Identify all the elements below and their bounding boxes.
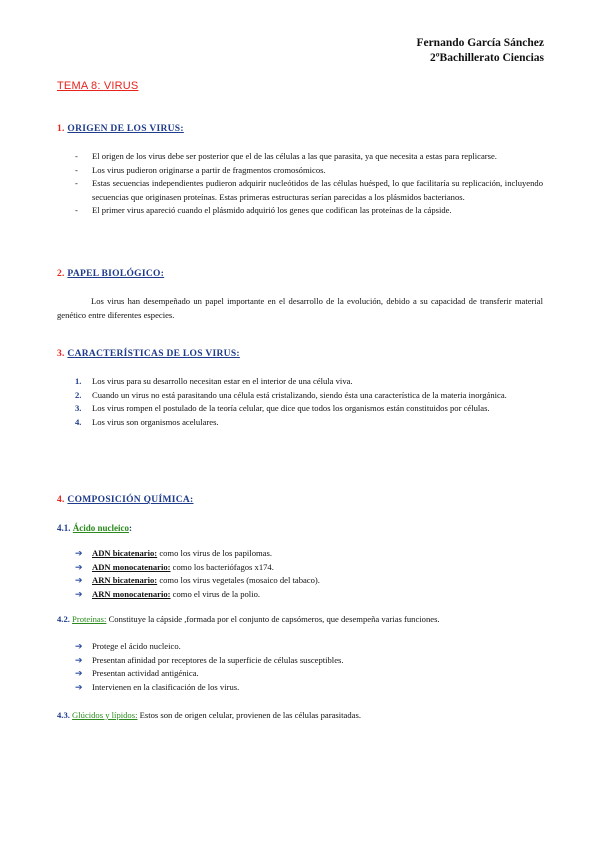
list-item: ➔ ADN monocatenario: como los bacteriófagos x174.	[75, 561, 543, 575]
list-item: ➔ ADN bicatenario: como los virus de los papilomas.	[75, 547, 543, 561]
list-item: 1. Los virus para su desarrollo necesitan estar en el interior de una célula viva.	[75, 376, 353, 386]
arrow-icon: ➔	[75, 681, 83, 692]
subsection-4-2-number: 4.2.	[57, 614, 70, 624]
section-1-list	[75, 150, 543, 218]
section-2-heading	[57, 269, 164, 279]
arrow-icon: ➔	[75, 641, 83, 651]
subsection-4-2-title: Proteínas:	[72, 614, 107, 624]
section-3-list	[75, 375, 543, 429]
section-1-title: ORIGEN DE LOS VIRUS:	[67, 124, 184, 134]
section-1-number: 1.	[57, 124, 65, 134]
subsection-4-3-number: 4.3.	[57, 710, 70, 720]
list-item: ➔ Presentan afinidad por receptores de la superficie de células susceptibles.	[75, 654, 543, 668]
section-3-heading	[57, 349, 240, 359]
subsection-4-3-text: Estos son de origen celular, provienen de las células parasitadas.	[137, 710, 361, 720]
subsection-4-1-list	[75, 547, 543, 601]
list-item: ➔ ARN monocatenario: como el virus de la polio.	[75, 588, 543, 602]
subsection-4-2-list	[75, 640, 543, 694]
author-name: Fernando García Sánchez	[416, 37, 544, 49]
document-title	[57, 80, 138, 92]
list-item: ➔ Presentan actividad antigénica.	[75, 667, 543, 681]
list-item: ➔ ARN bicatenario: como los virus vegetales (mosaico del tabaco).	[75, 574, 543, 588]
list-item: 4. Los virus son organismos acelulares.	[75, 416, 219, 427]
section-2-paragraph: Los virus han desempeñado un papel importante en el desarrollo de la evolución, debido a su capacidad de transferir material genético entre diferentes especies.	[57, 296, 543, 320]
section-4-heading	[57, 495, 194, 505]
arrow-icon: ➔	[75, 588, 83, 599]
subsection-4-3-title: Glúcidos y lípidos:	[72, 710, 138, 720]
section-1-heading	[57, 124, 184, 134]
list-item: - Los virus pudieron originarse a partir de fragmentos cromosómicos.	[75, 164, 326, 175]
arrow-icon: ➔	[75, 668, 83, 678]
list-item: ➔ Intervienen en la clasificación de los virus.	[75, 681, 543, 695]
arrow-icon: ➔	[75, 548, 83, 558]
list-item: ➔ Protege el ácido nucleico.	[75, 640, 543, 654]
section-4-number: 4.	[57, 495, 65, 505]
document-title-text: TEMA 8: VIRUS	[57, 80, 139, 92]
list-item: - El primer virus apareció cuando el plásmido adquirió los genes que codifican las proteínas de la cápside.	[75, 205, 452, 215]
section-2-title: PAPEL BIOLÓGICO:	[67, 269, 165, 279]
list-item: 2. Cuando un virus no está parasitando una célula está cristalizando, siendo ésta una característica de la materia inorgánica.	[75, 389, 507, 400]
list-item: 3. Los virus rompen el postulado de la teoría celular, que dice que todos los organismos están constituidos por células.	[75, 403, 490, 413]
section-2-number: 2.	[57, 269, 65, 279]
subsection-4-3-line	[57, 710, 361, 720]
section-3-title: CARACTERÍSTICAS DE LOS VIRUS:	[67, 349, 240, 359]
arrow-icon: ➔	[75, 575, 83, 585]
author-course: 2ºBachillerato Ciencias	[430, 52, 544, 64]
arrow-icon: ➔	[75, 561, 83, 572]
section-4-title: COMPOSICIÓN QUÍMICA:	[67, 495, 194, 505]
subsection-4-1-title: Ácido nucleico	[72, 523, 129, 533]
list-item: - Estas secuencias independientes pudieron adquirir nucleótidos de las células huésped, lo que facilitaría su replicación, incluyendo secuencias que originasen proteínas. Estas primeras estructuras serían parecidas a los plásmidos bacterianos.	[75, 178, 543, 202]
author-block	[416, 36, 544, 66]
subsection-4-1-number: 4.1.	[57, 523, 71, 533]
section-3-number: 3.	[57, 349, 65, 359]
subsection-4-2-line	[57, 614, 440, 624]
subsection-4-2-text: Constituye la cápside ,formada por el conjunto de capsómeros, que desempeña varias funciones.	[106, 614, 440, 624]
arrow-icon: ➔	[75, 654, 83, 665]
list-item: - El origen de los virus debe ser posterior que el de las células a las que parasita, ya que necesita a estas para replicarse.	[75, 151, 497, 161]
subsection-4-1-heading: 4.1. Ácido nucleico:	[57, 523, 132, 533]
